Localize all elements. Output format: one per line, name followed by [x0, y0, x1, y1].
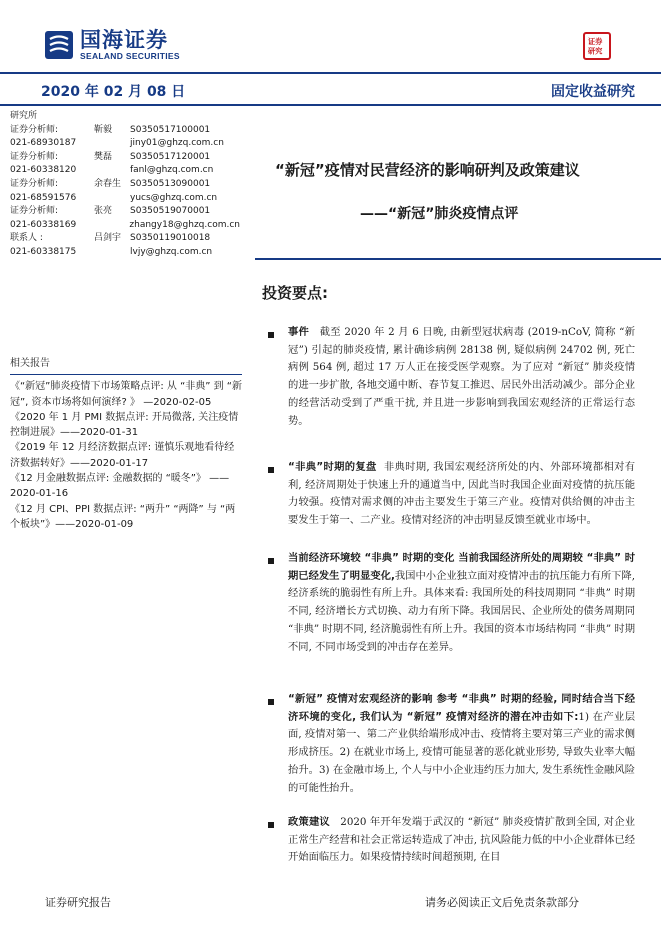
report-seal-stamp [583, 32, 611, 60]
analyst-contact: 021-60338120 fanl@ghzq.com.cn [10, 164, 240, 178]
point-lead: 事件 [288, 326, 310, 338]
footer-label: 证券研究报告 [45, 896, 111, 909]
point-lead: 当前经济环境较 “非典” 时期的变化 当前我国经济所处的周期较 “非典” 时期已经发生了明显变化, [288, 552, 635, 582]
related-report-item[interactable]: 《12 月 CPI、PPI 数据点评: “两升” “两降” 与 “两个板块”》——2020-01-09 [10, 503, 236, 530]
bullet-square-icon [268, 822, 274, 828]
related-report-item[interactable]: 《2019 年 12 月经济数据点评: 谨慎乐观地看待经济数据转好》——2020-01-17 [10, 442, 235, 469]
contact-row: 联系人 : 吕剑宇 S0350119010018 [10, 233, 211, 244]
related-report-item[interactable]: 《2020 年 1 月 PMI 数据点评: 开局微落, 关注疫情控制进展》——2020-01-31 [10, 411, 239, 439]
analyst-row: 证券分析师: 靳毅 S0350517100001 [10, 124, 211, 135]
related-report-item[interactable]: 《12 月金融数据点评: 金融数据的 “暖冬”》 ——2020-01-16 [10, 473, 230, 500]
point-event [288, 324, 635, 430]
analyst-email[interactable]: fanl@ghzq.com.cn [130, 165, 214, 176]
footer-disclaimer: 请务必阅读正文后免责条款部分 [425, 896, 579, 909]
point-lead: 政策建议 [288, 816, 330, 828]
point-lead: “非典”时期的复盘 [288, 461, 377, 473]
analyst-contact: 021-60338169 zhangy18@ghzq.com.cn [10, 219, 240, 233]
bullet-square-icon [268, 558, 274, 564]
seal-icon [587, 35, 607, 57]
bullet-square-icon [268, 699, 274, 705]
investment-points-heading: 投资要点: [262, 284, 328, 302]
point-lead: “新冠” 疫情对宏观经济的影响 参考 “非典” 时期的经验, 同时结合当下经济环境的变化, 我们认为 “新冠” 疫情对经济的潜在冲击如下: [288, 693, 635, 723]
sealand-logo-icon [44, 30, 74, 60]
svg-text:证券: 证券 [587, 37, 603, 47]
analyst-list [10, 110, 240, 260]
brand-logo [44, 29, 180, 61]
point-text: 非典时期, 我国宏观经济所处的内、外部环境都相对有利, 经济周期处于快速上升的通道当中, 因此当时我国企业面对疫情的抗压能力较强。疫情对需求侧的冲击主要发生于第三产业。疫情对供给侧的冲击主要发生于第一、二产业。疫情对经济的冲击明显反馈至就业市场中。 [288, 461, 636, 527]
related-report-item[interactable]: 《“新冠”肺炎疫情下市场策略点评: 从 “非典” 到 “新冠”, 资本市场将如何演绎? 》 —2020-02-05 [10, 381, 242, 408]
report-type: 固定收益研究 [551, 84, 635, 100]
bullet-square-icon [268, 467, 274, 473]
point-text: 1) 在产业层面, 疫情对第一、第二产业供给端形成冲击、疫情将主要对第三产业的需求侧形成挤压。2) 在就业市场上, 疫情可能显著的恶化就业形势, 导致失业率大幅抬升。3) 在金融市场上, 个人与中小企业违约压力加大, 发生系统性金融风险的可能性抬升。 [288, 710, 635, 794]
header-bar [0, 72, 661, 106]
analyst-contact: 021-68930187 jiny01@ghzq.com.cn [10, 137, 240, 151]
point-text: 2020 年开年发端于武汉的 “新冠” 肺炎疫情扩散到全国, 对企业正常生产经营和社会正常运转造成了冲击, 抗风险能力低的中小企业群体已经开始面临压力。如果疫情持续时间超预期, 在目 [288, 816, 635, 864]
point-policy-advice [288, 814, 635, 866]
bullet-square-icon [268, 332, 274, 338]
point-text: 截至 2020 年 2 月 6 日晚, 由新型冠状病毒 (2019-nCoV, 简称 “新冠”) 引起的肺炎疫情, 累计确诊病例 28138 例, 疑似病例 24702 例, 死亡病例 564 例, 超过 17 万人正在接受医学观察。为了应对 “新冠” 肺炎疫情的进一步扩散, 各地交通中断、春节复工推迟、居民外出活动减少。部分企业的经营活动受到了严重干扰, 并且进一步影响到我国宏观经济的正常运行态势。 [288, 326, 635, 427]
report-title: “新冠”疫情对民营经济的影响研判及政策建议 [275, 161, 580, 179]
report-subtitle: ——“新冠”肺炎疫情点评 [360, 206, 519, 222]
point-macro-impact [288, 691, 635, 797]
point-text: 我国中小企业独立面对疫情冲击的抗压能力有所下降, 经济系统的脆弱性有所上升。具体来看: 我国所处的科技周期同 “非典” 时期不同, 经济增长方式切换、动力有所下降。我国居民、企业所处的债务周期同 “非典” 时期不同, 经济脆弱性有所上升。我国的资本市场结构同 “非典” 时期不同, 不同市场受到的冲击存在差异。 [288, 569, 635, 653]
analyst-email[interactable]: jiny01@ghzq.com.cn [130, 138, 224, 149]
analyst-row: 证券分析师: 樊磊 S0350517120001 [10, 151, 211, 162]
analyst-email[interactable]: lvjy@ghzq.com.cn [130, 246, 213, 257]
report-date: 2020 年 02 月 08 日 [41, 84, 186, 100]
related-reports [10, 356, 242, 532]
title-divider [255, 258, 661, 260]
brand-name-en: SEALAND SECURITIES [80, 51, 180, 61]
analyst-row: 证券分析师: 张亮 S0350519070001 [10, 206, 211, 217]
point-sars-review [288, 459, 635, 530]
analyst-email[interactable]: yucs@ghzq.com.cn [130, 192, 218, 203]
research-institute-label: 研究所 [10, 111, 38, 121]
svg-text:研究: 研究 [587, 46, 603, 56]
analyst-contact: 021-68591576 yucs@ghzq.com.cn [10, 192, 240, 206]
brand-name-cn: 国海证券 [80, 28, 168, 52]
point-environment-change [288, 550, 635, 656]
analyst-email[interactable]: zhangy18@ghzq.com.cn [129, 219, 240, 230]
analyst-contact: 021-60338175 lvjy@ghzq.com.cn [10, 246, 240, 260]
analyst-row: 证券分析师: 余春生 S0350513090001 [10, 178, 211, 189]
related-reports-heading: 相关报告 [10, 356, 242, 375]
